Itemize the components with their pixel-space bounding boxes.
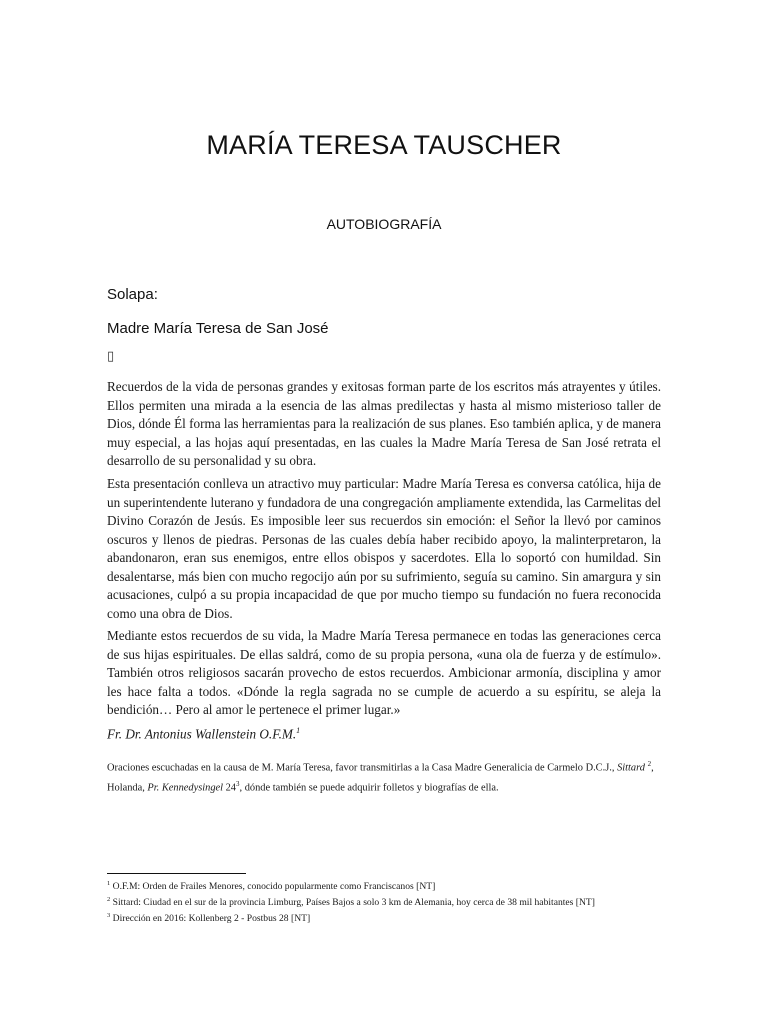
missing-glyph-icon: ▯	[107, 349, 115, 364]
document-subtitle: AUTOBIOGRAFÍA	[326, 216, 442, 232]
footnote-ref-2: 2	[647, 760, 652, 768]
prayer-note-text: Oraciones escuchadas en la causa de M. María Teresa, favor transmitirlas a la Casa Madre Generalicia de Carmelo D.C.J.,	[107, 762, 615, 774]
footnote-number: 3	[107, 912, 111, 919]
section-heading-solapa: Solapa:	[107, 286, 158, 303]
footnote-ref-3: 3	[236, 780, 240, 789]
signature	[107, 726, 300, 742]
footnote-number: 2	[107, 896, 111, 903]
footnote-separator	[107, 873, 246, 874]
footnote-3	[107, 912, 310, 924]
paragraph-1: Recuerdos de la vida de personas grandes y exitosas forman parte de los escritos más atrayentes y útiles. Ellos permiten una mirada a la esencia de las almas predilectas y hasta al mismo misterioso taller de Dios, dónde Él forma las herramientas para la realización de sus planes. Eso también aplica, y de manera muy especial, a las hojas aquí presentadas, en las cuales la Madre María Teresa de San José retrata el desarrollo de su personalidad y su obra.	[107, 379, 661, 468]
footnote-number: 1	[107, 880, 111, 887]
paragraph-2: Esta presentación conlleva un atractivo muy particular: Madre María Teresa es conversa católica, hija de un superintendente luterano y fundadora de una congregación ampliamente extendida, las Carmelitas del Divino Corazón de Jesús. Es imposible leer sus recuerdos sin emoción: el Señor la llevó por caminos oscuros y llenos de piedras. Personas de las cuales debía haber recibido apoyo, la malinterpretaron, la abandonaron, eran sus enemigos, entre ellos obispos y sacerdotes. Ella lo soportó con humildad. Sin desalentarse, más bien con mucho regocijo aún por su sufrimiento, seguía su camino. Sin amargura y sin acusaciones, culpó a su propia incapacidad de que por mucho tiempo su fundación no fuera reconocida como una obra de Dios.	[107, 476, 661, 621]
paragraph-3: Mediante estos recuerdos de su vida, la Madre María Teresa permanece en todas las generaciones cerca de sus hijas espirituales. De ellas saldrá, como de su propia persona, «una ola de fuerza y de estímulo». También otros religiosos sacarán provecho de estos recuerdos. Ambicionar armonía, disciplina y amor les hace falta a todos. «Dónde la regla sagrada no se cumple de acuerdo a su espíritu, se aleja la bendición… Pero al amor le pertenece el primer lugar.»	[107, 628, 661, 717]
prayer-note-city: Sittard	[617, 762, 645, 774]
footnote-ref-1: 1	[296, 726, 301, 735]
prayer-note-number: 24	[223, 782, 237, 794]
section-heading-author: Madre María Teresa de San José	[107, 320, 329, 337]
prayer-note-country: , Holanda,	[107, 762, 654, 794]
signature-text: Fr. Dr. Antonius Wallenstein O.F.M.	[107, 726, 297, 742]
prayer-note-street: Pr. Kennedysingel	[147, 782, 224, 794]
document-title: MARÍA TERESA TAUSCHER	[206, 130, 562, 160]
footnote-text: O.F.M: Orden de Frailes Menores, conocido popularmente como Franciscanos [NT]	[112, 881, 436, 893]
footnote-text: Dirección en 2016: Kollenberg 2 - Postbus 28 [NT]	[112, 913, 311, 925]
prayer-note	[107, 756, 667, 797]
footnote-text: Sittard: Ciudad en el sur de la provincia Limburg, Países Bajos a solo 3 km de Alemania, hoy cerca de 38 mil habitantes [NT]	[112, 897, 595, 909]
prayer-note-end: , dónde también se puede adquirir folletos y biografías de ella.	[239, 782, 499, 794]
footnote-1	[107, 880, 435, 892]
footnote-2	[107, 896, 595, 908]
